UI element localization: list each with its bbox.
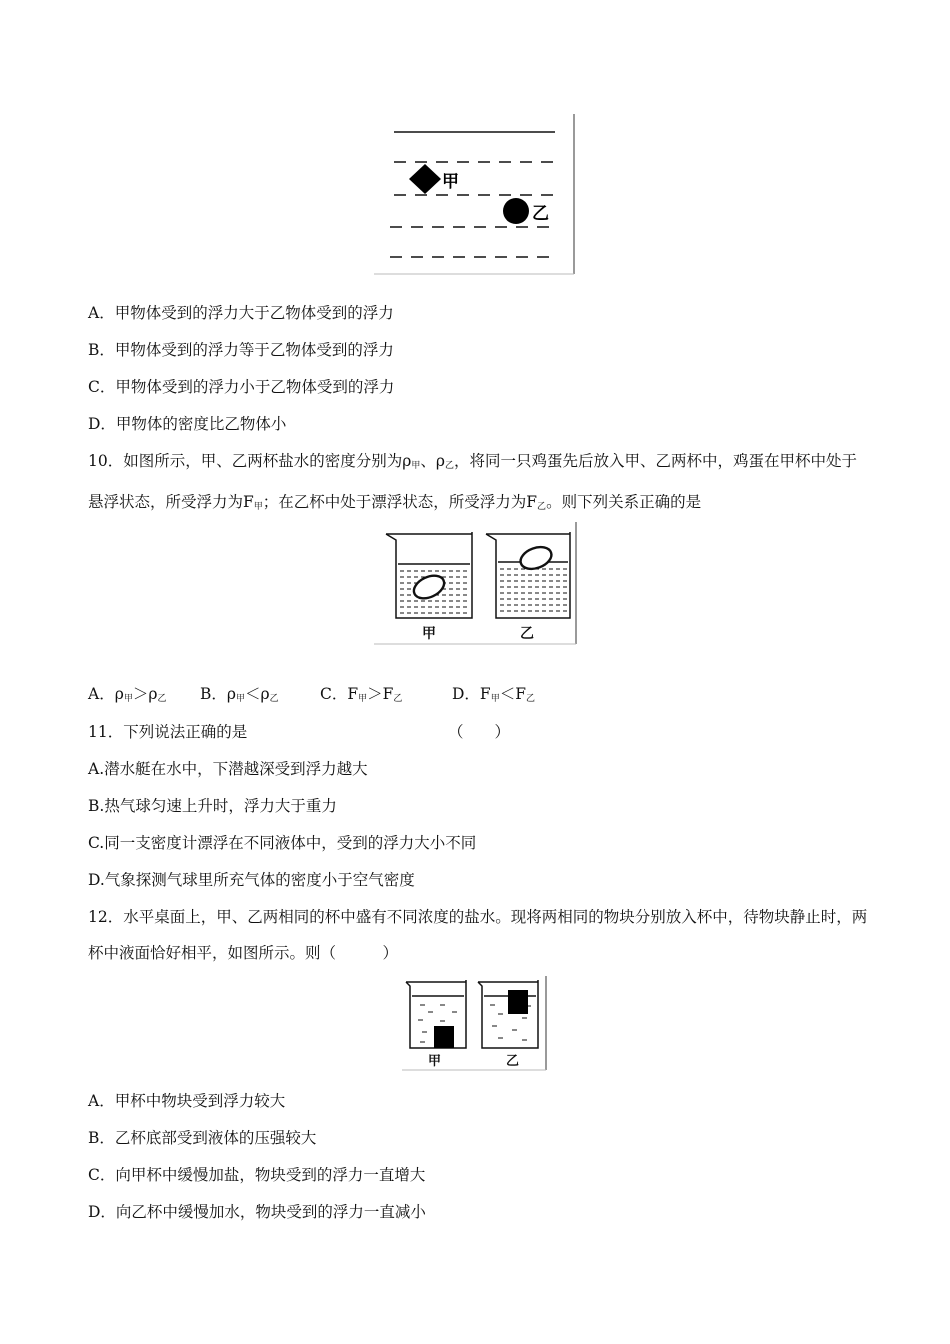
q12-option-b: B．乙杯底部受到液体的压强较大 xyxy=(88,1129,317,1147)
q9-label-jia: 甲 xyxy=(442,172,459,192)
q12-label-yi: 乙 xyxy=(506,1054,520,1069)
q9-option-d: D．甲物体的密度比乙物体小 xyxy=(88,415,287,433)
q9-figure xyxy=(372,112,578,276)
q9-label-yi: 乙 xyxy=(532,204,549,224)
beaker-jia xyxy=(386,532,472,618)
q12-option-a: A．甲杯中物块受到浮力较大 xyxy=(88,1092,286,1110)
yi-object xyxy=(503,198,529,224)
q11-answer-paren: （ ） xyxy=(448,723,511,741)
jia-object xyxy=(409,164,441,194)
q11-option-d: D.气象探测气球里所充气体的密度小于空气密度 xyxy=(88,871,415,889)
q12-option-c: C．向甲杯中缓慢加盐，物块受到的浮力一直增大 xyxy=(88,1166,426,1184)
q10-options xyxy=(88,684,535,709)
q11-option-a: A.潜水艇在水中，下潜越深受到浮力越大 xyxy=(88,760,368,778)
q10-figure xyxy=(372,520,578,646)
q12-option-d: D．向乙杯中缓慢加水，物块受到的浮力一直减小 xyxy=(88,1203,426,1221)
q10-option-d: D．$F_甲<F_乙$ xyxy=(452,685,535,704)
block-jia xyxy=(434,1026,454,1048)
q10-label-jia: 甲 xyxy=(422,626,436,642)
q10-option-b: B．$\rho_甲<\rho_乙$ xyxy=(200,685,279,704)
q11-option-c: C.同一支密度计漂浮在不同液体中，受到的浮力大小不同 xyxy=(88,834,477,852)
q12-stem: 12．水平桌面上，甲、乙两相同的杯中盛有不同浓度的盐水。现将两相同的物块分别放入杯中，待物块静止时，两杯中液面恰好相平，如图所示。则（ ） xyxy=(88,908,868,962)
q10-label-yi: 乙 xyxy=(520,626,534,642)
q11-option-b: B.热气球匀速上升时，浮力大于重力 xyxy=(88,797,337,815)
q11-stem: 11．下列说法正确的是 xyxy=(88,723,248,741)
q9-option-a: A．甲物体受到的浮力大于乙物体受到的浮力 xyxy=(88,304,394,322)
q10-stem: 10．如图所示，甲、乙两杯盐水的密度分别为$\rho_甲$、$\rho_乙$，将同一只鸡蛋先后放入甲、乙两杯中，鸡蛋在甲杯中处于悬浮状态，所受浮力为$F_甲$；在乙杯中处于漂浮状态，所受浮力为$F_乙$。则下列关系正确的是 xyxy=(88,452,858,512)
q9-option-c: C．甲物体受到的浮力小于乙物体受到的浮力 xyxy=(88,378,395,396)
beaker-yi xyxy=(486,532,570,618)
egg-jia xyxy=(410,571,447,603)
q10-option-c: C．$F_甲>F_乙$ xyxy=(320,685,403,704)
q10-option-a: A．$\rho_甲>\rho_乙$ xyxy=(88,685,167,704)
q12-figure xyxy=(400,974,548,1072)
block-yi xyxy=(508,990,528,1014)
egg-yi xyxy=(518,543,555,573)
q12-label-jia: 甲 xyxy=(428,1054,442,1069)
q9-option-b: B．甲物体受到的浮力等于乙物体受到的浮力 xyxy=(88,341,394,359)
